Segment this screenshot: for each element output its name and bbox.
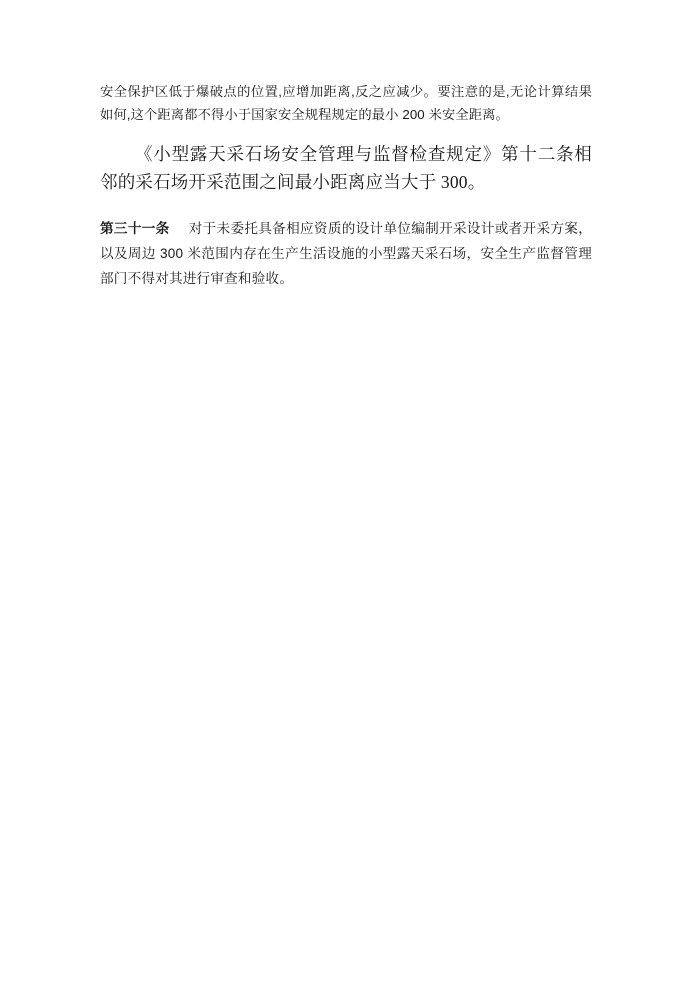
- paragraph-article-31: [100, 216, 592, 291]
- paragraph-quoted-regulation: 《小型露天采石场安全管理与监督检查规定》第十二条相邻的采石场开采范围之间最小距离应当大于 300。: [100, 144, 592, 192]
- document-text-column: [100, 80, 592, 291]
- article-body-text: 对于未委托具备相应资质的设计单位编制开采设计或者开采方案，以及周边 300 米范围内存在生产生活设施的小型露天采石场，安全生产监督管理部门不得对其进行审查和验收。: [100, 221, 592, 286]
- paragraph-safety-distance-note: 安全保护区低于爆破点的位置,应增加距离,反之应减少。要注意的是,无论计算结果如何,这个距离都不得小于国家安全规程规定的最小 200 米安全距离。: [100, 84, 592, 122]
- article-number-label: 第三十一条: [100, 221, 170, 236]
